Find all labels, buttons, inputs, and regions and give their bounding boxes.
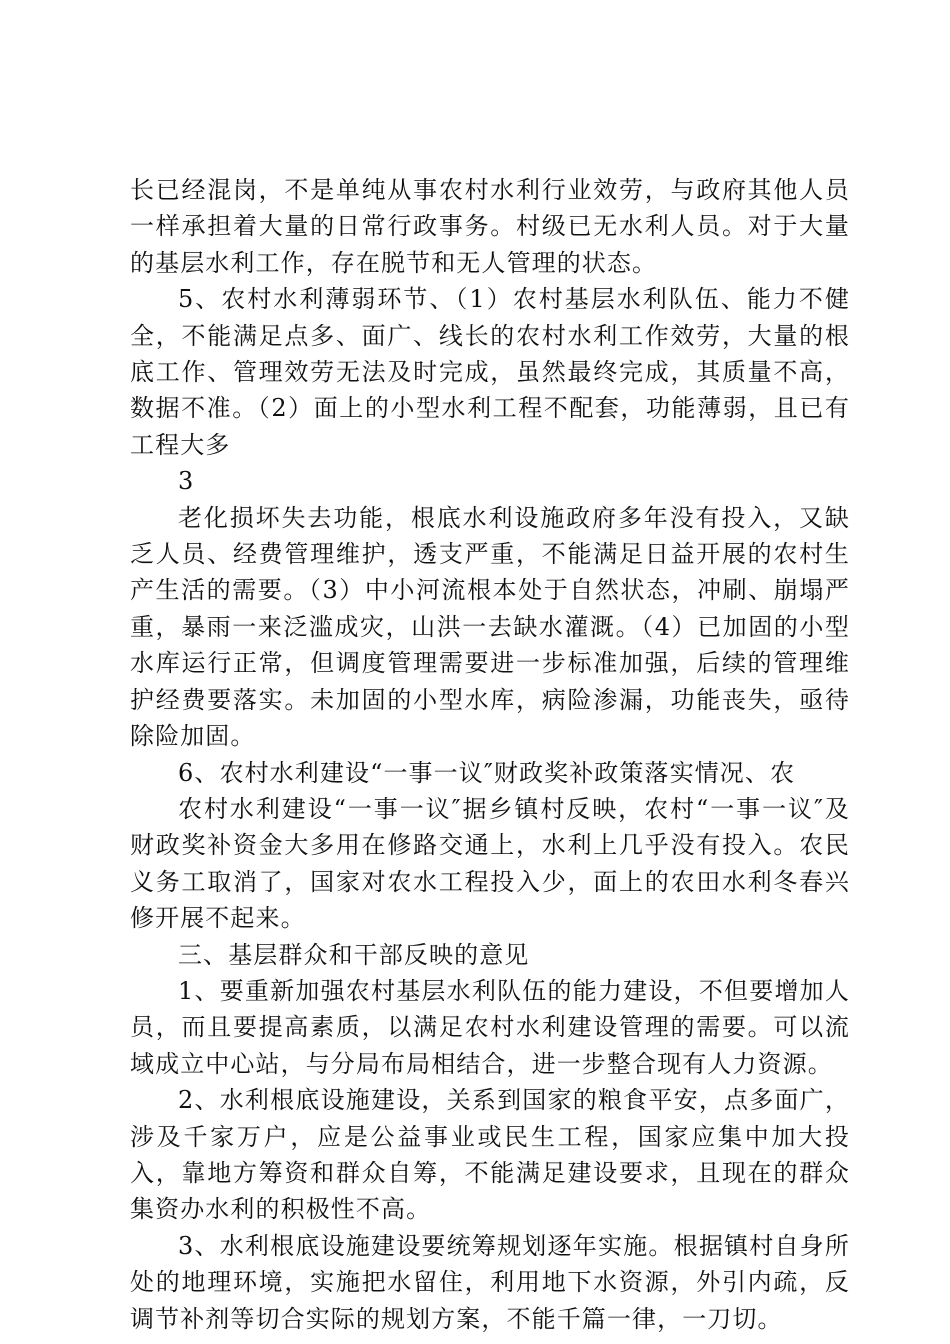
- paragraph-opinion-1: 1、要重新加强农村基层水利队伍的能力建设，不但要增加人员，而且要提高素质，以满足农村水利建设管理的需要。可以流域成立中心站，与分局布局相结合，进一步整合现有人力资源。: [130, 976, 850, 1078]
- section-heading-3: 三、基层群众和干部反映的意见: [178, 940, 530, 969]
- document-body: [130, 172, 850, 1337]
- paragraph-item-6-body: 农村水利建设“一事一议″据乡镇村反映，农村“一事一议″及财政奖补资金大多用在修路交通上，水利上几乎没有投入。农民义务工取消了，国家对农水工程投入少，面上的农田水利冬春兴修开展不起来。: [130, 794, 850, 933]
- paragraph-item-5-continued: 老化损坏失去功能，根底水利设施政府多年没有投入，又缺乏人员、经费管理维护，透支严重，不能满足日益开展的农村生产生活的需要。（3）中小河流根本处于自然状态，冲刷、崩塌严重，暴雨一来泛滥成灾，山洪一去缺水灌溉。（4）已加固的小型水库运行正常，但调度管理需要进一步标准加强，后续的管理维护经费要落实。未加固的小型水库，病险渗漏，功能丧失，亟待除险加固。: [130, 503, 850, 751]
- paragraph-continued: 长已经混岗，不是单纯从事农村水利行业效劳，与政府其他人员一样承担着大量的日常行政事务。村级已无水利人员。对于大量的基层水利工作，存在脱节和无人管理的状态。: [130, 176, 850, 277]
- paragraph-opinion-3: 3、水利根底设施建设要统筹规划逐年实施。根据镇村自身所处的地理环境，实施把水留住，利用地下水资源，外引内疏，反调节补剂等切合实际的规划方案，不能千篇一律，一刀切。: [130, 1231, 850, 1333]
- paragraph-opinion-2: 2、水利根底设施建设，关系到国家的粮食平安，点多面广，涉及千家万户，应是公益事业或民生工程，国家应集中加大投入，靠地方筹资和群众自筹，不能满足建设要求，且现在的群众集资办水利的积极性不高。: [130, 1086, 850, 1224]
- paragraph-item-5: 5、农村水利薄弱环节、（1）农村基层水利队伍、能力不健全，不能满足点多、面广、线长的农村水利工作效劳，大量的根底工作、管理效劳无法及时完成，虽然最终完成，其质量不高，数据不准。（2）面上的小型水利工程不配套，功能薄弱，且已有工程大多: [130, 285, 850, 459]
- paragraph-item-6: 6、农村水利建设“一事一议″财政奖补政策落实情况、农: [178, 758, 796, 787]
- page-number: 3: [178, 467, 195, 496]
